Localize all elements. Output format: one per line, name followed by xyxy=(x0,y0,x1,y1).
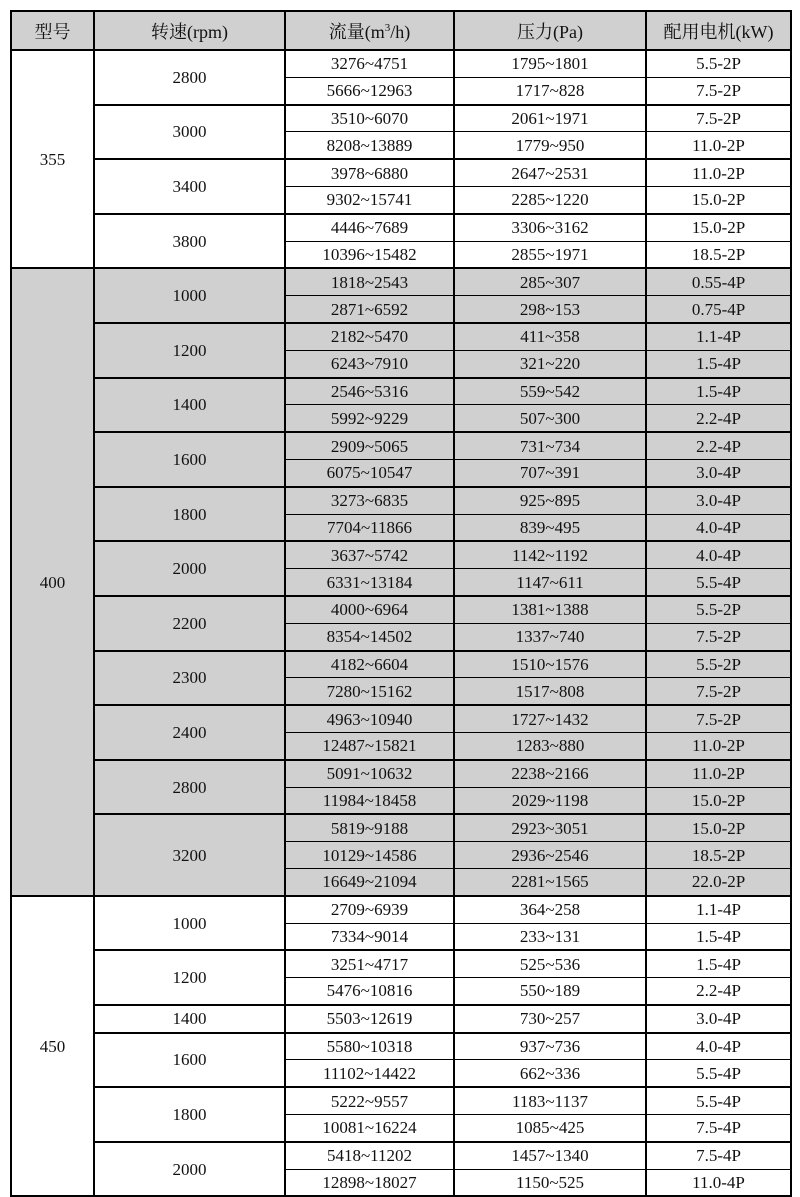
pressure-cell: 285~307 xyxy=(454,268,646,295)
motor-cell: 7.5-2P xyxy=(646,105,791,132)
flow-cell: 12487~15821 xyxy=(285,732,454,759)
pressure-cell: 730~257 xyxy=(454,1005,646,1033)
pressure-cell: 1183~1137 xyxy=(454,1087,646,1114)
flow-cell: 5503~12619 xyxy=(285,1005,454,1033)
motor-cell: 18.5-2P xyxy=(646,842,791,869)
table-row xyxy=(11,596,791,623)
flow-cell: 7334~9014 xyxy=(285,923,454,950)
flow-cell: 4446~7689 xyxy=(285,214,454,241)
pressure-cell: 1517~808 xyxy=(454,678,646,705)
motor-cell: 11.0-4P xyxy=(646,1169,791,1196)
header-flow-suffix: /h) xyxy=(390,21,411,42)
motor-cell: 5.5-4P xyxy=(646,1060,791,1087)
table-row xyxy=(11,323,791,350)
table-row xyxy=(11,760,791,787)
flow-cell: 5091~10632 xyxy=(285,760,454,787)
motor-cell: 4.0-4P xyxy=(646,1033,791,1060)
flow-cell: 6331~13184 xyxy=(285,569,454,596)
pressure-cell: 1457~1340 xyxy=(454,1142,646,1169)
pressure-cell: 525~536 xyxy=(454,950,646,977)
pressure-cell: 925~895 xyxy=(454,487,646,514)
pressure-cell: 1283~880 xyxy=(454,732,646,759)
model-cell: 400 xyxy=(11,268,94,895)
table-row xyxy=(11,1142,791,1169)
motor-cell: 1.5-4P xyxy=(646,378,791,405)
motor-cell: 22.0-2P xyxy=(646,868,791,895)
speed-cell: 3000 xyxy=(94,105,285,160)
motor-cell: 7.5-4P xyxy=(646,1142,791,1169)
motor-cell: 1.5-4P xyxy=(646,950,791,977)
motor-cell: 5.5-2P xyxy=(646,651,791,678)
flow-cell: 3276~4751 xyxy=(285,50,454,77)
speed-cell: 3200 xyxy=(94,814,285,895)
pressure-cell: 2923~3051 xyxy=(454,814,646,841)
motor-cell: 18.5-2P xyxy=(646,241,791,268)
motor-cell: 0.75-4P xyxy=(646,296,791,323)
speed-cell: 1800 xyxy=(94,487,285,542)
table-row xyxy=(11,814,791,841)
speed-cell: 1400 xyxy=(94,1005,285,1033)
table-row xyxy=(11,705,791,732)
flow-cell: 11102~14422 xyxy=(285,1060,454,1087)
motor-cell: 7.5-2P xyxy=(646,623,791,650)
pressure-cell: 298~153 xyxy=(454,296,646,323)
flow-cell: 8208~13889 xyxy=(285,132,454,159)
flow-cell: 5476~10816 xyxy=(285,978,454,1005)
motor-cell: 11.0-2P xyxy=(646,132,791,159)
motor-cell: 1.1-4P xyxy=(646,896,791,923)
speed-cell: 1200 xyxy=(94,950,285,1005)
speed-cell: 3800 xyxy=(94,214,285,269)
speed-cell: 1400 xyxy=(94,378,285,433)
table-row xyxy=(11,651,791,678)
pressure-cell: 2855~1971 xyxy=(454,241,646,268)
pressure-cell: 1727~1432 xyxy=(454,705,646,732)
speed-cell: 2800 xyxy=(94,760,285,815)
pressure-cell: 1779~950 xyxy=(454,132,646,159)
motor-cell: 7.5-2P xyxy=(646,705,791,732)
header-motor: 配用电机(kW) xyxy=(646,11,791,50)
flow-cell: 3978~6880 xyxy=(285,159,454,186)
table-row xyxy=(11,214,791,241)
header-speed: 转速(rpm) xyxy=(94,11,285,50)
table-row xyxy=(11,105,791,132)
table-row xyxy=(11,1033,791,1060)
table-row xyxy=(11,896,791,923)
motor-cell: 7.5-2P xyxy=(646,77,791,104)
table-row xyxy=(11,950,791,977)
flow-cell: 5580~10318 xyxy=(285,1033,454,1060)
flow-cell: 2182~5470 xyxy=(285,323,454,350)
flow-cell: 10129~14586 xyxy=(285,842,454,869)
pressure-cell: 1717~828 xyxy=(454,77,646,104)
flow-cell: 3637~5742 xyxy=(285,541,454,568)
flow-cell: 12898~18027 xyxy=(285,1169,454,1196)
header-flow xyxy=(285,11,454,50)
pressure-cell: 507~300 xyxy=(454,405,646,432)
header-row xyxy=(11,11,791,50)
motor-cell: 1.5-4P xyxy=(646,923,791,950)
speed-cell: 2000 xyxy=(94,1142,285,1197)
flow-cell: 3251~4717 xyxy=(285,950,454,977)
flow-cell: 2909~5065 xyxy=(285,432,454,459)
speed-cell: 1600 xyxy=(94,1033,285,1088)
table-row xyxy=(11,378,791,405)
flow-cell: 7704~11866 xyxy=(285,514,454,541)
pressure-cell: 662~336 xyxy=(454,1060,646,1087)
pressure-cell: 937~736 xyxy=(454,1033,646,1060)
flow-cell: 8354~14502 xyxy=(285,623,454,650)
speed-cell: 1600 xyxy=(94,432,285,487)
speed-cell: 1800 xyxy=(94,1087,285,1142)
motor-cell: 7.5-4P xyxy=(646,1115,791,1142)
motor-cell: 5.5-2P xyxy=(646,50,791,77)
motor-cell: 15.0-2P xyxy=(646,186,791,213)
flow-cell: 11984~18458 xyxy=(285,787,454,814)
flow-cell: 4963~10940 xyxy=(285,705,454,732)
flow-cell: 5819~9188 xyxy=(285,814,454,841)
speed-cell: 1000 xyxy=(94,268,285,323)
model-cell: 450 xyxy=(11,896,94,1197)
pressure-cell: 1147~611 xyxy=(454,569,646,596)
table-row xyxy=(11,159,791,186)
motor-cell: 11.0-2P xyxy=(646,760,791,787)
table-row xyxy=(11,541,791,568)
motor-cell: 15.0-2P xyxy=(646,214,791,241)
flow-cell: 10081~16224 xyxy=(285,1115,454,1142)
flow-cell: 5418~11202 xyxy=(285,1142,454,1169)
pressure-cell: 411~358 xyxy=(454,323,646,350)
pressure-cell: 839~495 xyxy=(454,514,646,541)
flow-cell: 5222~9557 xyxy=(285,1087,454,1114)
motor-cell: 15.0-2P xyxy=(646,787,791,814)
header-flow-prefix: 流量(m xyxy=(328,21,385,42)
speed-cell: 3400 xyxy=(94,159,285,214)
fan-spec-table xyxy=(10,10,792,1197)
pressure-cell: 2029~1198 xyxy=(454,787,646,814)
flow-cell: 3510~6070 xyxy=(285,105,454,132)
pressure-cell: 1150~525 xyxy=(454,1169,646,1196)
pressure-cell: 1142~1192 xyxy=(454,541,646,568)
flow-cell: 4182~6604 xyxy=(285,651,454,678)
motor-cell: 2.2-4P xyxy=(646,405,791,432)
motor-cell: 5.5-2P xyxy=(646,596,791,623)
motor-cell: 5.5-4P xyxy=(646,1087,791,1114)
pressure-cell: 2061~1971 xyxy=(454,105,646,132)
pressure-cell: 2238~2166 xyxy=(454,760,646,787)
pressure-cell: 2285~1220 xyxy=(454,186,646,213)
flow-cell: 9302~15741 xyxy=(285,186,454,213)
pressure-cell: 321~220 xyxy=(454,350,646,377)
flow-cell: 2709~6939 xyxy=(285,896,454,923)
header-flow-superscript: 3 xyxy=(384,21,391,34)
flow-cell: 5666~12963 xyxy=(285,77,454,104)
pressure-cell: 559~542 xyxy=(454,378,646,405)
speed-cell: 2800 xyxy=(94,50,285,105)
flow-cell: 5992~9229 xyxy=(285,405,454,432)
pressure-cell: 3306~3162 xyxy=(454,214,646,241)
motor-cell: 1.5-4P xyxy=(646,350,791,377)
header-pressure: 压力(Pa) xyxy=(454,11,646,50)
spec-table-body xyxy=(11,50,791,1196)
speed-cell: 1200 xyxy=(94,323,285,378)
pressure-cell: 1795~1801 xyxy=(454,50,646,77)
pressure-cell: 2936~2546 xyxy=(454,842,646,869)
motor-cell: 3.0-4P xyxy=(646,1005,791,1033)
speed-cell: 2000 xyxy=(94,541,285,596)
motor-cell: 11.0-2P xyxy=(646,732,791,759)
table-row xyxy=(11,1087,791,1114)
flow-cell: 10396~15482 xyxy=(285,241,454,268)
model-cell: 355 xyxy=(11,50,94,268)
table-row xyxy=(11,1005,791,1033)
motor-cell: 4.0-4P xyxy=(646,514,791,541)
table-row xyxy=(11,268,791,295)
pressure-cell: 1381~1388 xyxy=(454,596,646,623)
pressure-cell: 364~258 xyxy=(454,896,646,923)
flow-cell: 2546~5316 xyxy=(285,378,454,405)
flow-cell: 2871~6592 xyxy=(285,296,454,323)
pressure-cell: 731~734 xyxy=(454,432,646,459)
flow-cell: 1818~2543 xyxy=(285,268,454,295)
flow-cell: 4000~6964 xyxy=(285,596,454,623)
pressure-cell: 233~131 xyxy=(454,923,646,950)
motor-cell: 4.0-4P xyxy=(646,541,791,568)
flow-cell: 7280~15162 xyxy=(285,678,454,705)
speed-cell: 2200 xyxy=(94,596,285,651)
motor-cell: 7.5-2P xyxy=(646,678,791,705)
motor-cell: 0.55-4P xyxy=(646,268,791,295)
motor-cell: 2.2-4P xyxy=(646,432,791,459)
pressure-cell: 2647~2531 xyxy=(454,159,646,186)
pressure-cell: 2281~1565 xyxy=(454,868,646,895)
pressure-cell: 1337~740 xyxy=(454,623,646,650)
motor-cell: 1.1-4P xyxy=(646,323,791,350)
pressure-cell: 1085~425 xyxy=(454,1115,646,1142)
motor-cell: 11.0-2P xyxy=(646,159,791,186)
header-model: 型号 xyxy=(11,11,94,50)
table-row xyxy=(11,432,791,459)
flow-cell: 6243~7910 xyxy=(285,350,454,377)
table-row xyxy=(11,50,791,77)
speed-cell: 2400 xyxy=(94,705,285,760)
flow-cell: 16649~21094 xyxy=(285,868,454,895)
flow-cell: 3273~6835 xyxy=(285,487,454,514)
motor-cell: 3.0-4P xyxy=(646,487,791,514)
speed-cell: 1000 xyxy=(94,896,285,951)
motor-cell: 15.0-2P xyxy=(646,814,791,841)
motor-cell: 3.0-4P xyxy=(646,459,791,486)
pressure-cell: 550~189 xyxy=(454,978,646,1005)
table-row xyxy=(11,487,791,514)
motor-cell: 2.2-4P xyxy=(646,978,791,1005)
speed-cell: 2300 xyxy=(94,651,285,706)
motor-cell: 5.5-4P xyxy=(646,569,791,596)
flow-cell: 6075~10547 xyxy=(285,459,454,486)
pressure-cell: 1510~1576 xyxy=(454,651,646,678)
pressure-cell: 707~391 xyxy=(454,459,646,486)
